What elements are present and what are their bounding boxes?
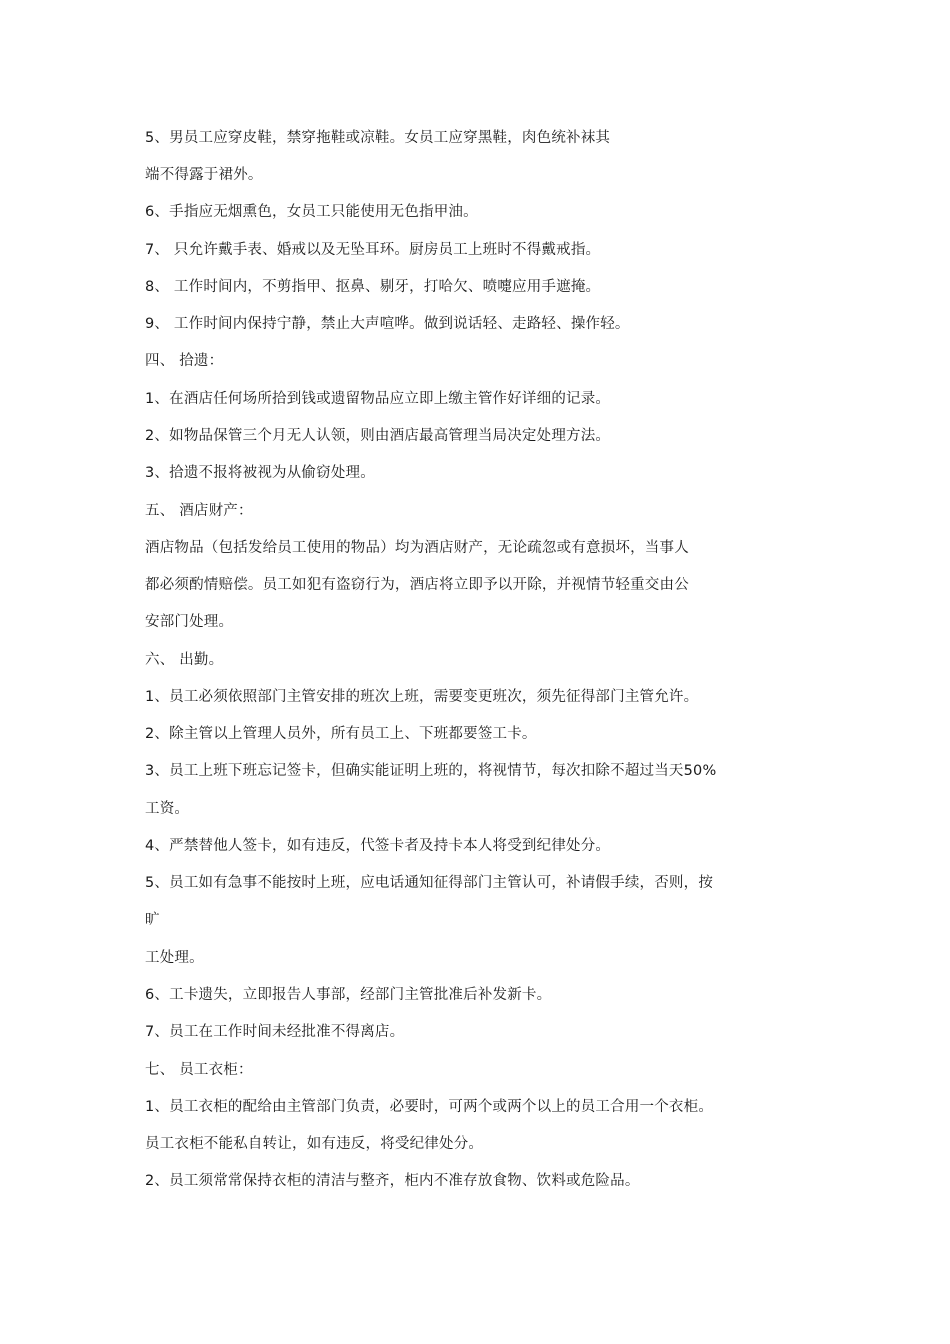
- text-line: 端不得露于裙外。: [145, 167, 263, 183]
- text-line: 4、严禁替他人签卡，如有违反，代签卡者及持卡本人将受到纪律处分。: [145, 838, 611, 854]
- text-line: 工处理。: [145, 950, 204, 966]
- text-line: 5、男员工应穿皮鞋，禁穿拖鞋或凉鞋。女员工应穿黑鞋，肉色统补袜其: [145, 130, 611, 146]
- text-line: 1、在酒店任何场所拾到钱或遗留物品应立即上缴主管作好详细的记录。: [145, 391, 611, 407]
- section-heading: 五、 酒店财产：: [145, 503, 253, 519]
- text-line: 9、 工作时间内保持宁静，禁止大声喧哗。做到说话轻、走路轻、操作轻。: [145, 316, 630, 332]
- section-heading: 四、 拾遗：: [145, 353, 224, 369]
- text-line: 2、员工须常常保持衣柜的清洁与整齐，柜内不准存放食物、饮料或危险品。: [145, 1173, 640, 1189]
- text-line: 3、拾遗不报将被视为从偷窃处理。: [145, 465, 375, 481]
- text-line: 7、员工在工作时间未经批准不得离店。: [145, 1024, 405, 1040]
- text-line: 3、员工上班下班忘记签卡，但确实能证明上班的，将视情节，每次扣除不超过当天50%: [145, 763, 717, 779]
- text-line: 1、员工必须依照部门主管安排的班次上班，需要变更班次，须先征得部门主管允许。: [145, 689, 699, 705]
- text-line: 员工衣柜不能私自转让，如有违反，将受纪律处分。: [145, 1136, 484, 1152]
- text-line: 酒店物品（包括发给员工使用的物品）均为酒店财产，无论疏忽或有意损坏，当事人: [145, 540, 689, 556]
- text-line: 1、员工衣柜的配给由主管部门负责，必要时，可两个或两个以上的员工合用一个衣柜。: [145, 1099, 714, 1115]
- text-line: 6、手指应无烟熏色，女员工只能使用无色指甲油。: [145, 204, 478, 220]
- text-line: 2、如物品保管三个月无人认领，则由酒店最高管理当局决定处理方法。: [145, 428, 611, 444]
- text-line: 2、除主管以上管理人员外，所有员工上、下班都要签工卡。: [145, 726, 537, 742]
- text-line: 7、 只允许戴手表、婚戒以及无坠耳环。厨房员工上班时不得戴戒指。: [145, 242, 601, 258]
- text-line: 工资。: [145, 801, 190, 817]
- text-line: 6、工卡遗失，立即报告人事部，经部门主管批准后补发新卡。: [145, 987, 552, 1003]
- text-line: 5、员工如有急事不能按时上班，应电话通知征得部门主管认可，补请假手续，否则，按: [145, 875, 714, 891]
- section-heading: 六、 出勤。: [145, 652, 224, 668]
- text-line: 旷: [145, 912, 160, 928]
- text-line: 8、 工作时间内，不剪指甲、抠鼻、剔牙，打哈欠、喷嚏应用手遮掩。: [145, 279, 601, 295]
- section-heading: 七、 员工衣柜：: [145, 1062, 253, 1078]
- text-line: 安部门处理。: [145, 614, 234, 630]
- text-line: 都必须酌情赔偿。员工如犯有盗窃行为，酒店将立即予以开除，并视情节轻重交由公: [145, 577, 689, 593]
